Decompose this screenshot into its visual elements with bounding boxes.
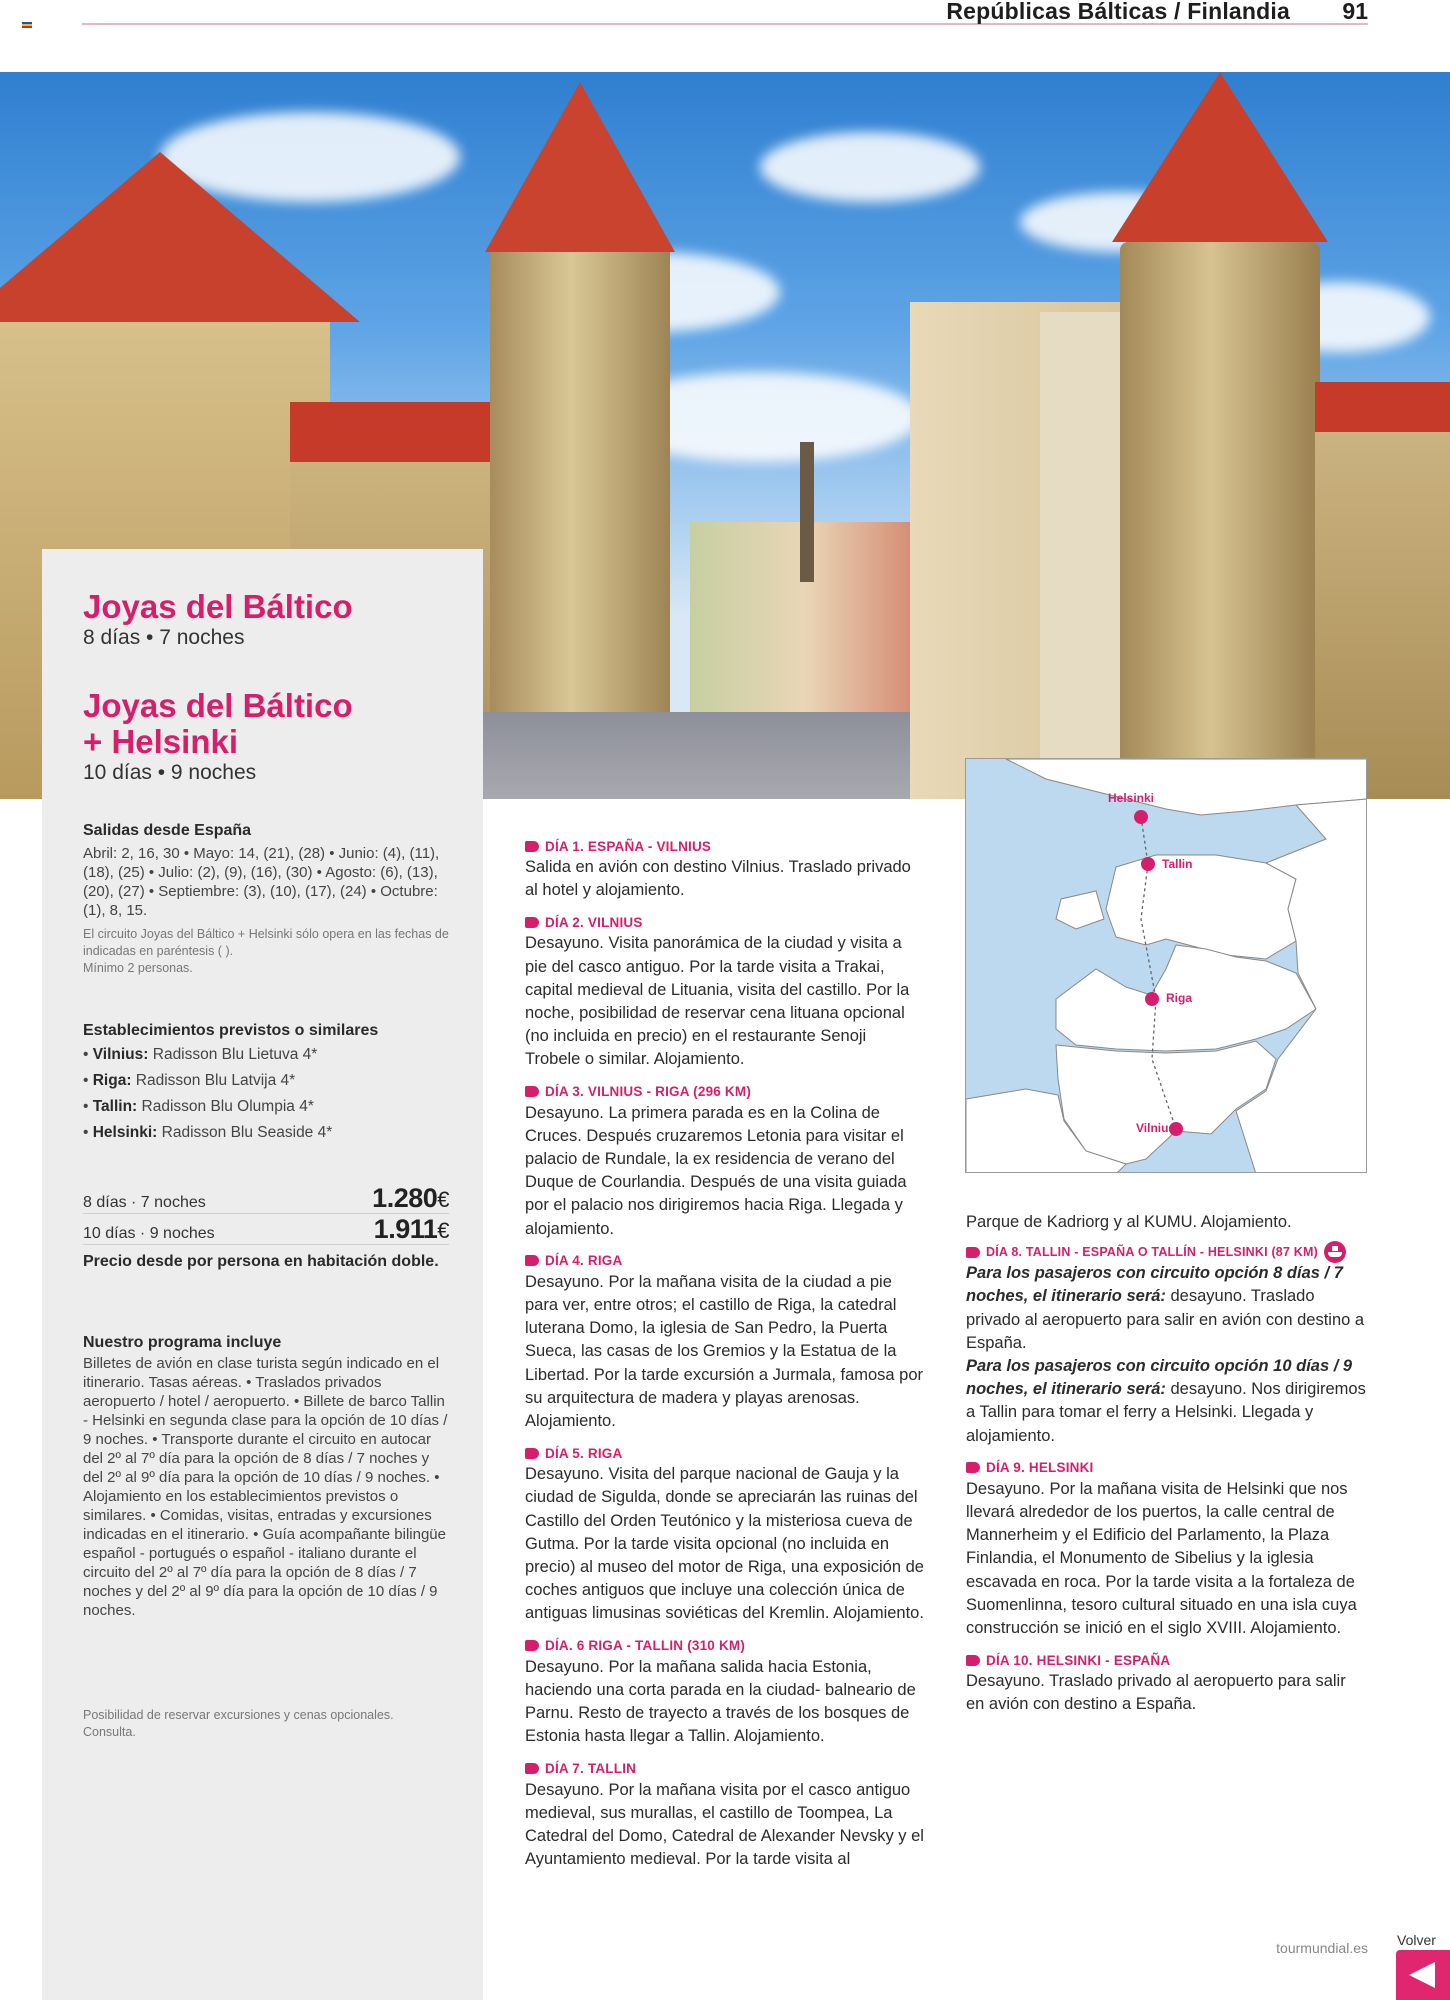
day-block <box>525 912 925 1071</box>
day-title: DÍA 3. VILNIUS - RIGA (296 KM) <box>545 1084 752 1100</box>
bullet-icon <box>525 917 539 928</box>
day-title: DÍA 7. TALLIN <box>545 1761 637 1776</box>
day-text: Salida en avión con destino Vilnius. Traslado privado al hotel y alojamiento. <box>525 858 911 900</box>
day-text: Desayuno. Por la mañana visita de la ciudad a pie para ver, entre otros; el castillo de Riga, la catedral luterana Domo, la iglesia de San Pedro, la Puerta Sueca, las casas de los Gremios y la Estatua de la Libertad. Por la tarde excursión a Jurmala, famosa por su arquitectura de madera y playas arenosas. Alojamiento. <box>525 1272 924 1431</box>
includes-heading: Nuestro programa incluye <box>83 1334 282 1351</box>
price-note: Precio desde por persona en habitación doble. <box>83 1253 439 1270</box>
bullet-icon <box>966 1655 980 1666</box>
day-block <box>525 836 925 902</box>
extra-note: Posibilidad de reservar excursiones y cenas opcionales. Consulta. <box>83 1708 394 1739</box>
bullet-icon <box>525 1086 539 1097</box>
day-text: Desayuno. Por la mañana salida hacia Estonia, haciendo una corta parada en la ciudad- balneario de Parnu. Resto de trayecto a través de los bosques de Estonia hasta llegar a Tallin. Alojamiento. <box>525 1657 916 1746</box>
day-text: Para los pasajeros con circuito opción 10 días / 9 noches, el itinerario será: desayuno. Nos dirigiremos a Tallin para tomar el ferry a Helsinki. Llegada y alojamiento. <box>966 1357 1366 1445</box>
offer-panel <box>42 549 483 2000</box>
map-label-helsinki: Helsinki <box>1108 791 1155 805</box>
hotel-item: • Helsinki: Radisson Blu Seaside 4* <box>83 1124 333 1141</box>
bullet-icon <box>966 1462 980 1473</box>
day-title: DÍA 1. ESPAÑA - VILNIUS <box>545 838 712 854</box>
map-graphic <box>966 759 1367 1173</box>
bullet-icon <box>525 1640 539 1651</box>
day-title: DÍA 2. VILNIUS <box>545 914 643 930</box>
day-block <box>525 1251 925 1433</box>
includes-text: Billetes de avión en clase turista según indicado en el itinerario. Tasas aéreas. • Traslados privados aeropuerto / hotel / aeropuerto. • Billete de barco Tallin - Helsinki en segunda clase para la opción de 10 días / 9 noches. • Transporte durante el circuito en autocar del 2º al 7º día para la opción de 8 días / 7 noches y del 2º al 9º día para la opción de 10 días / 9 noches. • Alojamiento en los establecimientos previstos o similares. • Comidas, visitas, entradas y excursiones indicadas en el itinerario. • Guía acompañante bilingüe español - portugués o español - italiano durante el circuito del 2º al 7º día para la opción de 8 días / 7 noches y del 2º al 9º día para la opción de 10 días / 9 noches. <box>83 1355 448 1619</box>
day-block <box>966 1458 1368 1640</box>
back-button[interactable] <box>1396 1950 1450 2000</box>
bullet-icon <box>525 841 539 852</box>
page-number: 91 <box>1342 0 1368 24</box>
route-map <box>965 758 1367 1173</box>
map-label-tallin: Tallin <box>1162 857 1193 871</box>
departures-note: El circuito Joyas del Báltico + Helsinki sólo opera en las fechas de indicadas en paréntesis ( ). <box>83 927 449 958</box>
day-block <box>966 1242 1368 1448</box>
map-label-vilnius: Vilnius <box>1136 1121 1176 1135</box>
map-pin-tallin <box>1141 857 1155 871</box>
departures-text: Abril: 2, 16, 30 • Mayo: 14, (21), (28) • Junio: (4), (11), (18), (25) • Julio: (2), (9), (16), (30) • Agosto: (6), (13), (20), (27) • Septiembre: (3), (10), (17), (24) • Octubre: (1), 8, 15. <box>83 845 440 919</box>
bullet-icon <box>525 1448 539 1459</box>
trip2-title-line2: + Helsinki <box>83 723 238 760</box>
site-url[interactable]: tourmundial.es <box>1276 1940 1368 1956</box>
hotels-heading: Establecimientos previstos o similares <box>83 1022 379 1039</box>
day-text-continued: Parque de Kadriorg y al KUMU. Alojamiento. <box>966 1213 1292 1231</box>
back-label[interactable]: Volver <box>1397 1932 1436 1948</box>
day-title: DÍA 9. HELSINKI <box>986 1460 1094 1476</box>
day-block <box>525 1759 925 1872</box>
section-title: Repúblicas Bálticas / Finlandia <box>946 0 1290 24</box>
trip1-title: Joyas del Báltico <box>83 588 353 625</box>
departures-heading: Salidas desde España <box>83 822 252 839</box>
map-pin-helsinki <box>1134 810 1148 824</box>
day-block <box>525 1082 925 1241</box>
day-text: Desayuno. Por la mañana visita por el casco antiguo medieval, sus murallas, el castillo de Toompea, La Catedral del Domo, Catedral de Alexander Nevsky y el Ayuntamiento medieval. Por la tarde visita al <box>525 1780 924 1869</box>
trip2-duration: 10 días • 9 noches <box>83 761 257 784</box>
bullet-icon <box>525 1763 539 1774</box>
day-title: DÍA 4. RIGA <box>545 1253 623 1269</box>
day-text: Desayuno. Por la mañana visita de Helsinki que nos llevará alrededor de los puertos, la calle central de Mannerheim y el Edificio del Parlamento, la Plaza Finlandia, el Monumento de Sibelius y la iglesia escavada en roca. Por la tarde visita a la fortaleza de Suomenlinna, tesoro cultural situado en una isla cuya construcción se inició en el siglo XVIII. Alojamiento. <box>966 1479 1357 1638</box>
bullet-icon <box>525 1255 539 1266</box>
map-pin-riga <box>1145 992 1159 1006</box>
day-title: DÍA. 6 RIGA - TALLIN (310 KM) <box>545 1638 746 1654</box>
day-text: Desayuno. Visita del parque nacional de Gauja y la ciudad de Sigulda, donde se apreciarán las ruinas del Castillo del Orden Teutónico y la misteriosa cueva de Gutma. Por la tarde visita opcional (no incluida en precio) al museo del motor de Riga, una exposición de coches antiguos que incluye una colección única de antiguas limusinas soviéticas del Kremlin. Alojamiento. <box>525 1465 924 1623</box>
day-title: DÍA 5. RIGA <box>545 1445 623 1461</box>
itinerary-column-2 <box>966 1211 1368 1717</box>
arrow-left-icon <box>1409 1962 1435 1988</box>
day-text: Para los pasajeros con circuito opción 8 días / 7 noches, el itinerario será: desayuno. Traslado privado al aeropuerto para salir en avión con destino a España. <box>966 1264 1365 1352</box>
day-title: DÍA 8. TALLIN - ESPAÑA O TALLÍN - HELSINKI (87 KM) <box>986 1245 1318 1260</box>
price-row: 10 días · 9 noches 1.911€ <box>83 1214 449 1244</box>
minimum-people: Mínimo 2 personas. <box>83 961 193 975</box>
hotel-item: • Vilnius: Radisson Blu Lietuva 4* <box>83 1046 318 1063</box>
hotel-item: • Tallin: Radisson Blu Olumpia 4* <box>83 1098 314 1115</box>
day-text: Desayuno. La primera parada es en la Colina de Cruces. Después cruzaremos Letonia para visitar el palacio de Rundale, la ex residencia de verano del Duque de Courlandia. Después de una visita guiada por el palacio nos dirigiremos hacia Riga. Llegada y alojamiento. <box>525 1103 907 1238</box>
day-text: Desayuno. Traslado privado al aeropuerto para salir en avión con destino a España. <box>966 1672 1346 1714</box>
day-text: Desayuno. Visita panorámica de la ciudad y visita a pie del casco antiguo. Por la tarde visita a Trakai, capital medieval de Lituania, visita del castillo. Por la noche, posibilidad de reservar cena lituana opcional (no incluida en precio) en el restaurante Senoji Trobele o similar. Alojamiento. <box>525 934 910 1069</box>
flag-icon <box>22 22 32 30</box>
ferry-icon <box>1324 1241 1346 1263</box>
price-table <box>83 1183 449 1273</box>
day-title: DÍA 10. HELSINKI - ESPAÑA <box>986 1652 1171 1668</box>
itinerary-column-1 <box>525 836 925 1871</box>
day-block <box>966 1650 1368 1716</box>
map-label-riga: Riga <box>1166 991 1193 1005</box>
trip2-title-line1: Joyas del Báltico <box>83 687 353 724</box>
day-block <box>525 1443 925 1625</box>
trip1-duration: 8 días • 7 noches <box>83 626 245 649</box>
hotel-item: • Riga: Radisson Blu Latvija 4* <box>83 1072 296 1089</box>
price-row: 8 días · 7 noches 1.280€ <box>83 1183 449 1213</box>
day-block <box>525 1636 925 1749</box>
bullet-icon <box>966 1247 980 1258</box>
